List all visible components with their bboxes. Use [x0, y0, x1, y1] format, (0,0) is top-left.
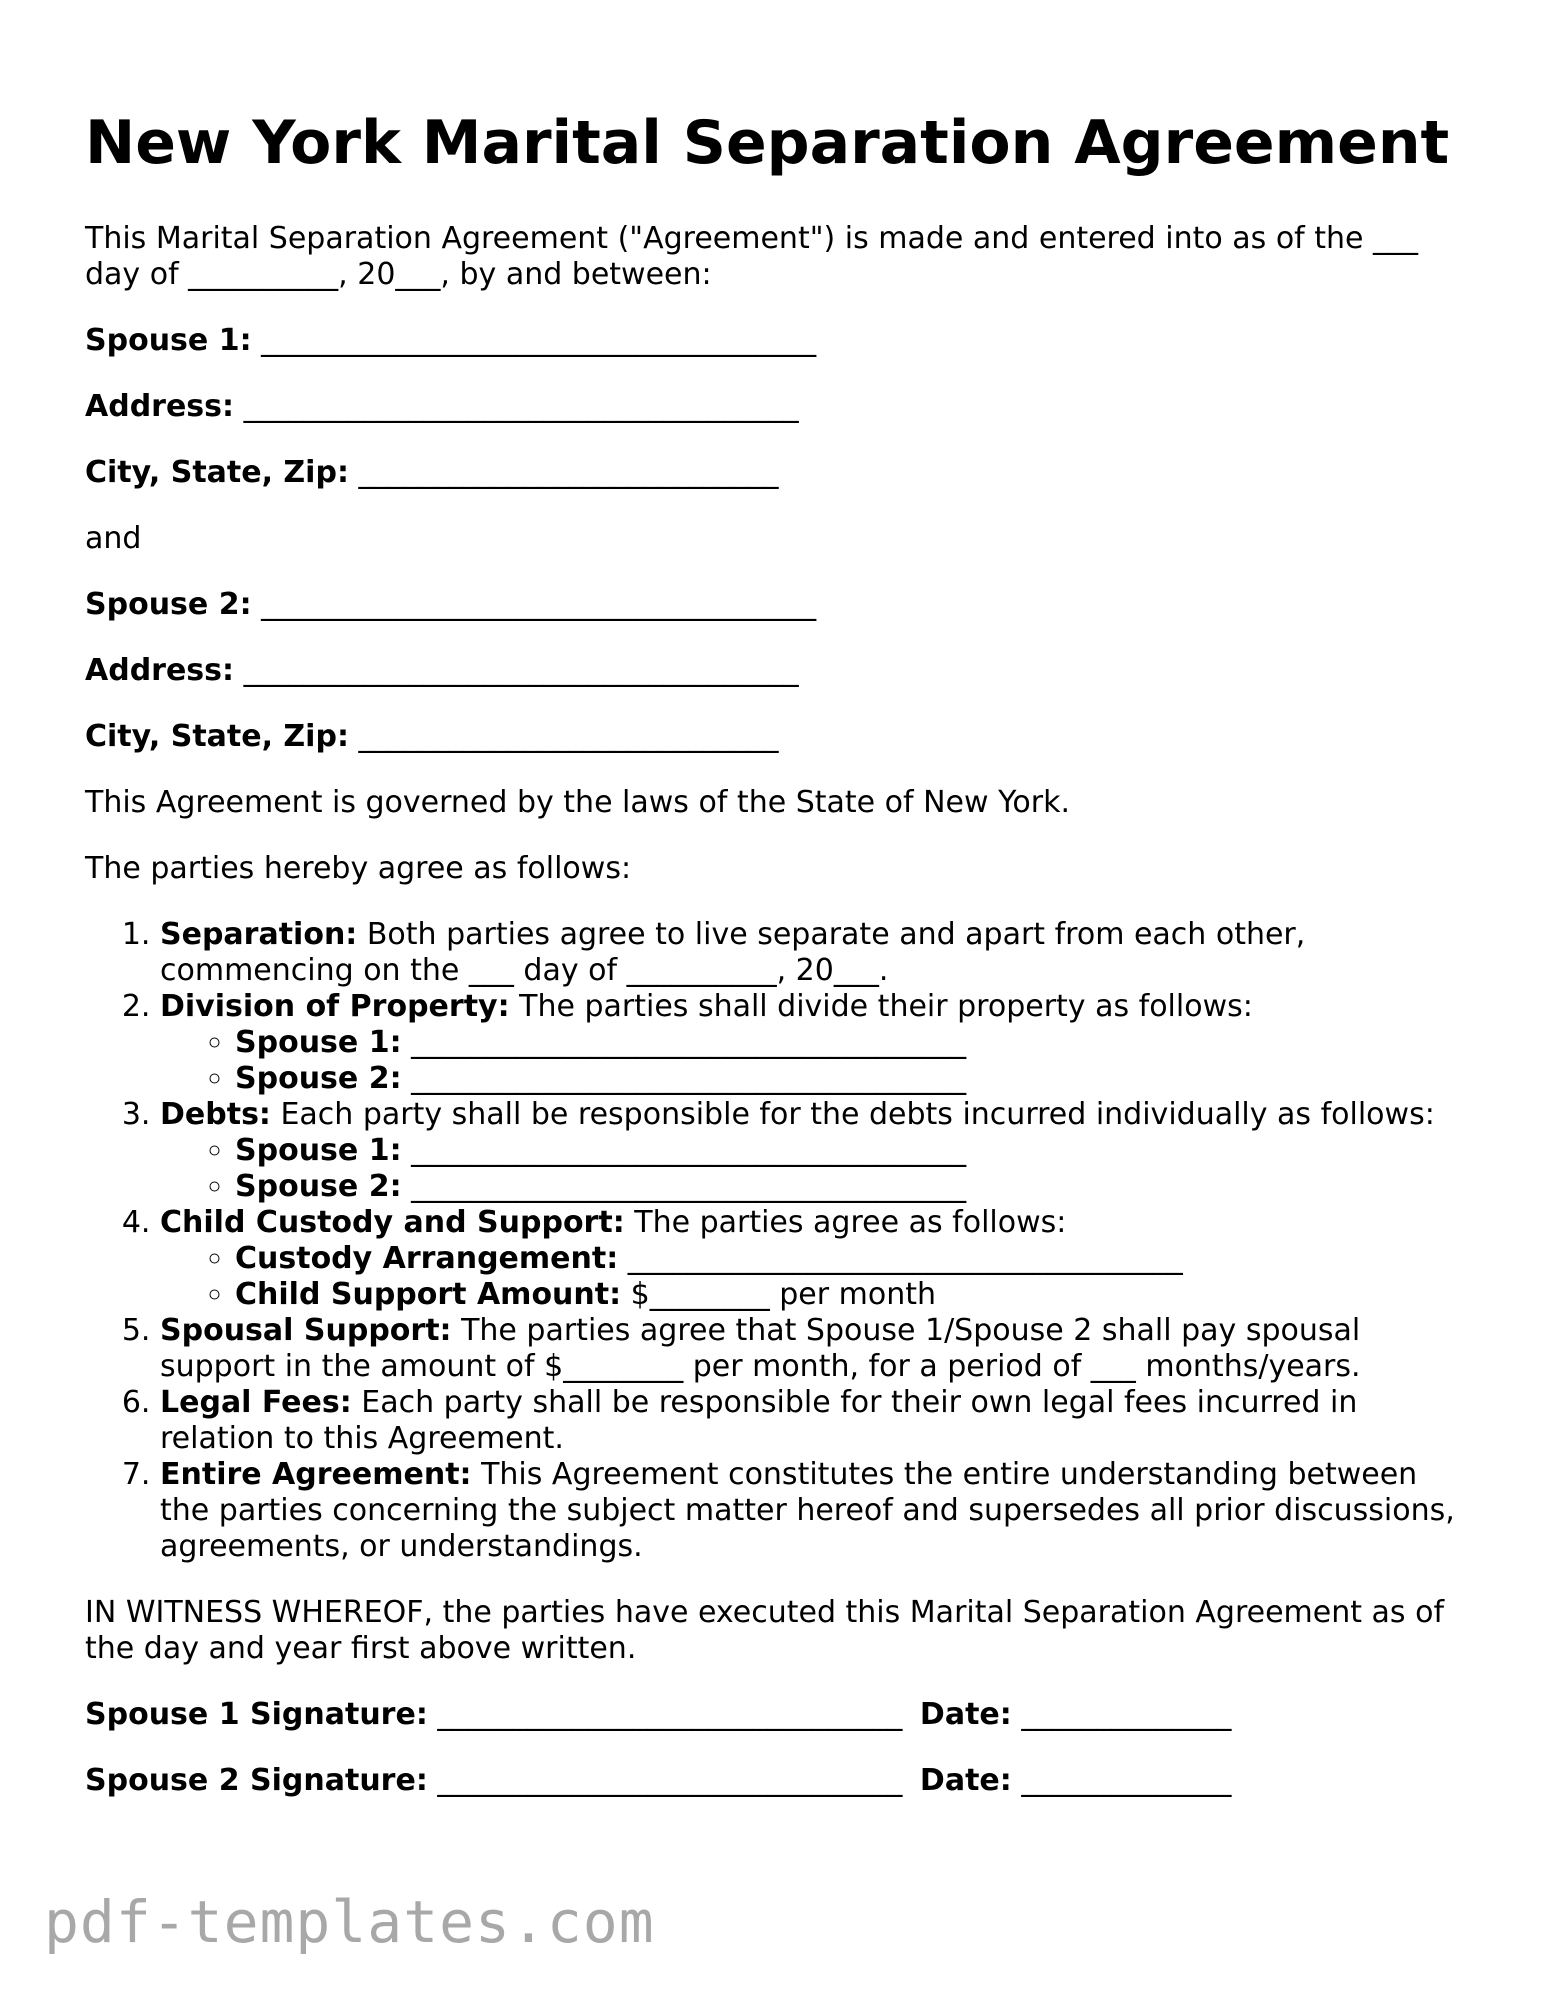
- term-text: Both parties agree to live separate and apart from each other, commencing on the ___ day of __________, 20___.: [160, 917, 1306, 988]
- intro-paragraph: This Marital Separation Agreement ("Agreement") is made and entered into as of the ___ day of __________, 20___, by and between:: [85, 221, 1419, 292]
- debts-sublist: [160, 1133, 1465, 1205]
- spouse1-address-field[interactable]: [85, 389, 1465, 425]
- sub-item-blank[interactable]: _____________________________________: [401, 1133, 967, 1168]
- spouse1-name-blank[interactable]: _____________________________________: [261, 323, 817, 358]
- sub-item[interactable]: [235, 1133, 1465, 1169]
- custody-sublist: [160, 1241, 1465, 1313]
- agree-intro-text: The parties hereby agree as follows:: [85, 851, 632, 886]
- term-item-debts: [160, 1097, 1465, 1205]
- date-blank[interactable]: ______________: [1021, 1763, 1232, 1798]
- sub-item[interactable]: [235, 1025, 1465, 1061]
- signature-blank[interactable]: _______________________________: [437, 1763, 903, 1798]
- term-item-separation: [160, 917, 1465, 989]
- and-text: and: [85, 521, 142, 556]
- term-heading: Legal Fees:: [160, 1385, 352, 1420]
- terms-list: [85, 917, 1465, 1565]
- date-label: Date:: [919, 1697, 1012, 1732]
- sub-item-label: Spouse 2:: [235, 1061, 402, 1096]
- signature-label: Spouse 2 Signature:: [85, 1763, 428, 1798]
- date-label: Date:: [919, 1763, 1012, 1798]
- sub-item-blank[interactable]: _____________________________________: [401, 1025, 967, 1060]
- sub-item-label: Spouse 2:: [235, 1169, 402, 1204]
- sub-item-label: Custody Arrangement:: [235, 1241, 619, 1276]
- spouse1-city-label: City, State, Zip:: [85, 455, 349, 490]
- document-title: New York Marital Separation Agreement: [85, 108, 1450, 178]
- watermark: pdf-templates.com: [44, 1888, 655, 1956]
- spouse1-city-blank[interactable]: ____________________________: [358, 455, 779, 490]
- spouse1-address-blank[interactable]: _____________________________________: [243, 389, 799, 424]
- governing-law-text: This Agreement is governed by the laws of the State of New York.: [85, 785, 1071, 820]
- spouse1-signature-row[interactable]: [85, 1697, 1465, 1733]
- date-blank[interactable]: ______________: [1021, 1697, 1232, 1732]
- term-heading: Entire Agreement:: [160, 1457, 472, 1492]
- term-item-entire-agreement: [160, 1457, 1465, 1565]
- property-sublist: [160, 1025, 1465, 1097]
- spouse2-city-label: City, State, Zip:: [85, 719, 349, 754]
- term-heading: Spousal Support:: [160, 1313, 452, 1348]
- sub-item-label: Child Support Amount:: [235, 1277, 622, 1312]
- spouse2-name-label: Spouse 2:: [85, 587, 252, 622]
- spouse2-address-field[interactable]: [85, 653, 1465, 689]
- sub-item[interactable]: [235, 1061, 1465, 1097]
- term-heading: Debts:: [160, 1097, 271, 1132]
- spouse2-city-blank[interactable]: ____________________________: [358, 719, 779, 754]
- sub-item-blank[interactable]: $________ per month: [621, 1277, 937, 1312]
- sub-item-label: Spouse 1:: [235, 1133, 402, 1168]
- spouse2-signature-row[interactable]: [85, 1763, 1465, 1799]
- term-item-division-of-property: [160, 989, 1465, 1097]
- sub-item-label: Spouse 1:: [235, 1025, 402, 1060]
- spouse1-city-field[interactable]: [85, 455, 1465, 491]
- sub-item[interactable]: [235, 1241, 1465, 1277]
- signature-label: Spouse 1 Signature:: [85, 1697, 428, 1732]
- term-item-legal-fees: [160, 1385, 1465, 1457]
- term-heading: Separation:: [160, 917, 358, 952]
- term-text: Each party shall be responsible for the debts incurred individually as follows:: [270, 1097, 1435, 1132]
- term-item-spousal-support: [160, 1313, 1465, 1385]
- term-heading: Division of Property:: [160, 989, 510, 1024]
- sub-item[interactable]: [235, 1169, 1465, 1205]
- term-item-child-custody: [160, 1205, 1465, 1313]
- term-text: Each party shall be responsible for their own legal fees incurred in relation to this Agreement.: [160, 1385, 1358, 1456]
- spouse1-address-label: Address:: [85, 389, 235, 424]
- witness-paragraph: IN WITNESS WHEREOF, the parties have executed this Marital Separation Agreement as of the day and year first above written.: [85, 1595, 1445, 1666]
- term-heading: Child Custody and Support:: [160, 1205, 625, 1240]
- sub-item-blank[interactable]: _____________________________________: [618, 1241, 1183, 1276]
- spouse1-name-label: Spouse 1:: [85, 323, 252, 358]
- spouse2-name-field[interactable]: [85, 587, 1465, 623]
- sub-item[interactable]: [235, 1277, 1465, 1313]
- spouse2-name-blank[interactable]: _____________________________________: [261, 587, 817, 622]
- document-page: [85, 108, 1465, 1799]
- term-text: The parties agree as follows:: [624, 1205, 1067, 1240]
- spouse2-address-blank[interactable]: _____________________________________: [243, 653, 799, 688]
- sub-item-blank[interactable]: _____________________________________: [401, 1061, 967, 1096]
- term-text: This Agreement constitutes the entire understanding between the parties concerning the subject matter hereof and supersedes all prior discussions, agreements, or understandings.: [160, 1457, 1455, 1564]
- spouse1-name-field[interactable]: [85, 323, 1465, 359]
- spouse2-address-label: Address:: [85, 653, 235, 688]
- signature-blank[interactable]: _______________________________: [437, 1697, 903, 1732]
- term-text: The parties shall divide their property as follows:: [509, 989, 1253, 1024]
- term-text: The parties agree that Spouse 1/Spouse 2 shall pay spousal support in the amount of $________ per month, for a period of ___ months/years.: [160, 1313, 1361, 1384]
- sub-item-blank[interactable]: _____________________________________: [401, 1169, 967, 1204]
- spouse2-city-field[interactable]: [85, 719, 1465, 755]
